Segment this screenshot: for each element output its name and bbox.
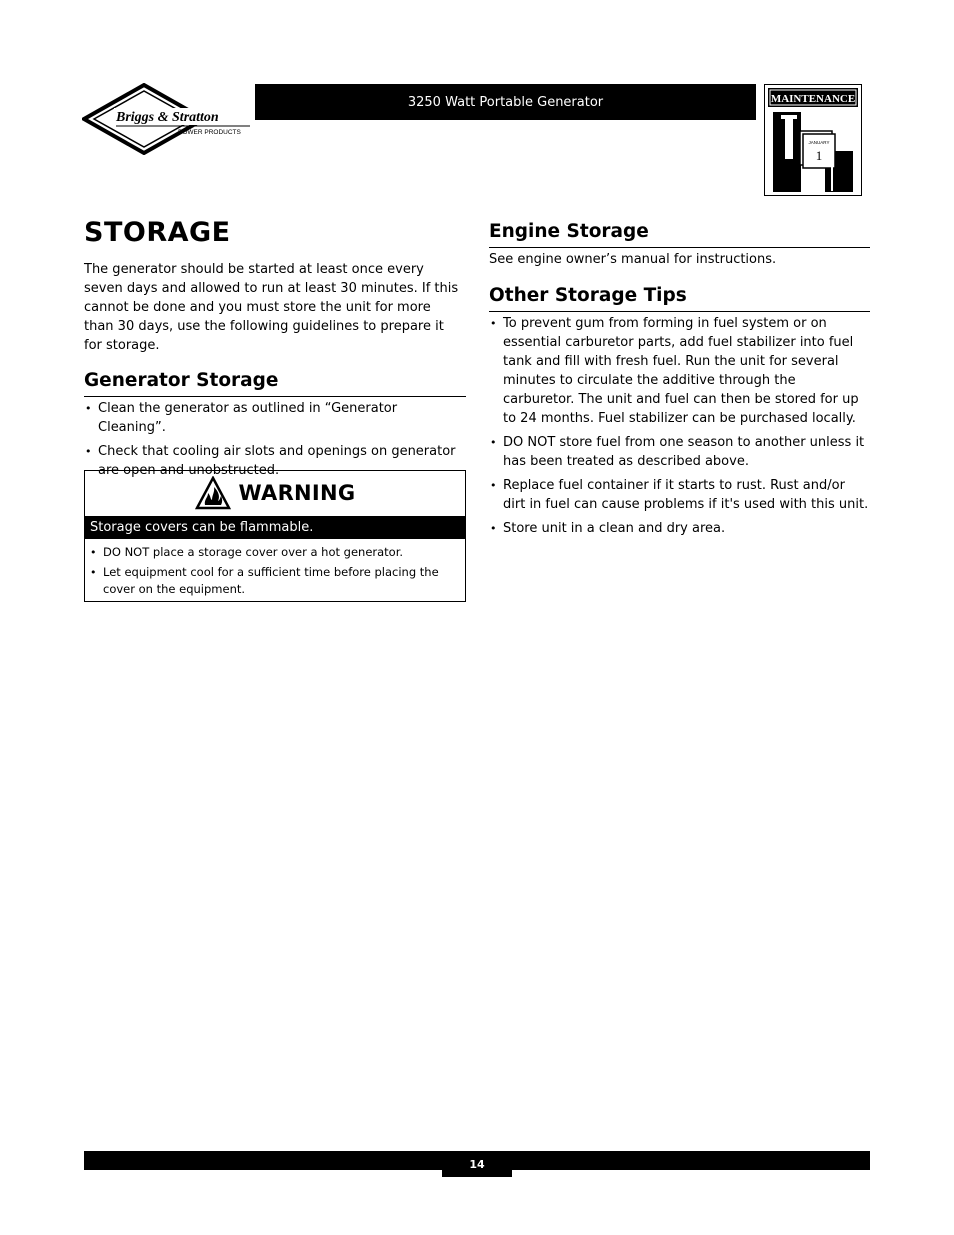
other-storage-tips-list bbox=[489, 314, 870, 543]
list-item: • To prevent gum from forming in fuel system or on essential carburetor parts, add fuel stabilizer into fuel tank and fill with fresh fuel. Run the unit for several minutes to circulate the additive through the carburetor. The unit and fuel can then be stored for up to 24 months. Fuel stabilizer can be purchased locally. bbox=[489, 314, 870, 428]
list-item: • Store unit in a clean and dry area. bbox=[489, 519, 870, 538]
fire-hazard-icon bbox=[195, 476, 231, 510]
list-item: • Check that cooling air slots and openings on generator are open and unobstructed. bbox=[84, 442, 466, 480]
maintenance-label: MAINTENANCE bbox=[770, 93, 856, 105]
briggs-stratton-logo bbox=[82, 83, 254, 155]
document-title: 3250 Watt Portable Generator bbox=[407, 94, 604, 110]
calendar-month: JANUARY bbox=[808, 140, 830, 145]
maintenance-badge bbox=[764, 84, 862, 196]
list-item: • Replace fuel container if it starts to rust. Rust and/or dirt in fuel can cause problems if it's used with this unit. bbox=[489, 476, 870, 514]
warning-list bbox=[89, 544, 455, 601]
warning-title: WARNING bbox=[238, 481, 356, 505]
page-number: 14 bbox=[442, 1151, 512, 1177]
maintenance-icon bbox=[765, 85, 861, 195]
other-storage-tips-heading: Other Storage Tips bbox=[489, 283, 870, 312]
list-item: • Clean the generator as outlined in “Generator Cleaning”. bbox=[84, 399, 466, 437]
header-title-bar bbox=[255, 84, 756, 120]
list-item: • DO NOT store fuel from one season to another unless it has been treated as described above. bbox=[489, 433, 870, 471]
intro-paragraph: The generator should be started at least once every seven days and allowed to run at least 30 minutes. If this cannot be done and you must store the unit for more than 30 days, use the following guidelines to prepare it for storage. bbox=[84, 262, 459, 353]
warning-banner: Storage covers can be flammable. bbox=[85, 516, 465, 539]
engine-storage-text: See engine owner’s manual for instructions. bbox=[489, 252, 777, 267]
engine-storage-heading: Engine Storage bbox=[489, 219, 870, 248]
brand-name: Briggs & Stratton bbox=[116, 110, 219, 125]
warning-box bbox=[84, 470, 466, 602]
page-title: STORAGE bbox=[84, 217, 231, 248]
list-item: • DO NOT place a storage cover over a hot generator. bbox=[89, 544, 455, 561]
brand-sub: POWER PRODUCTS bbox=[178, 129, 241, 136]
generator-storage-heading: Generator Storage bbox=[84, 368, 466, 397]
list-item: • Let equipment cool for a sufficient time before placing the cover on the equipment. bbox=[89, 564, 455, 598]
calendar-day: 1 bbox=[815, 148, 823, 163]
warning-header bbox=[85, 471, 465, 515]
